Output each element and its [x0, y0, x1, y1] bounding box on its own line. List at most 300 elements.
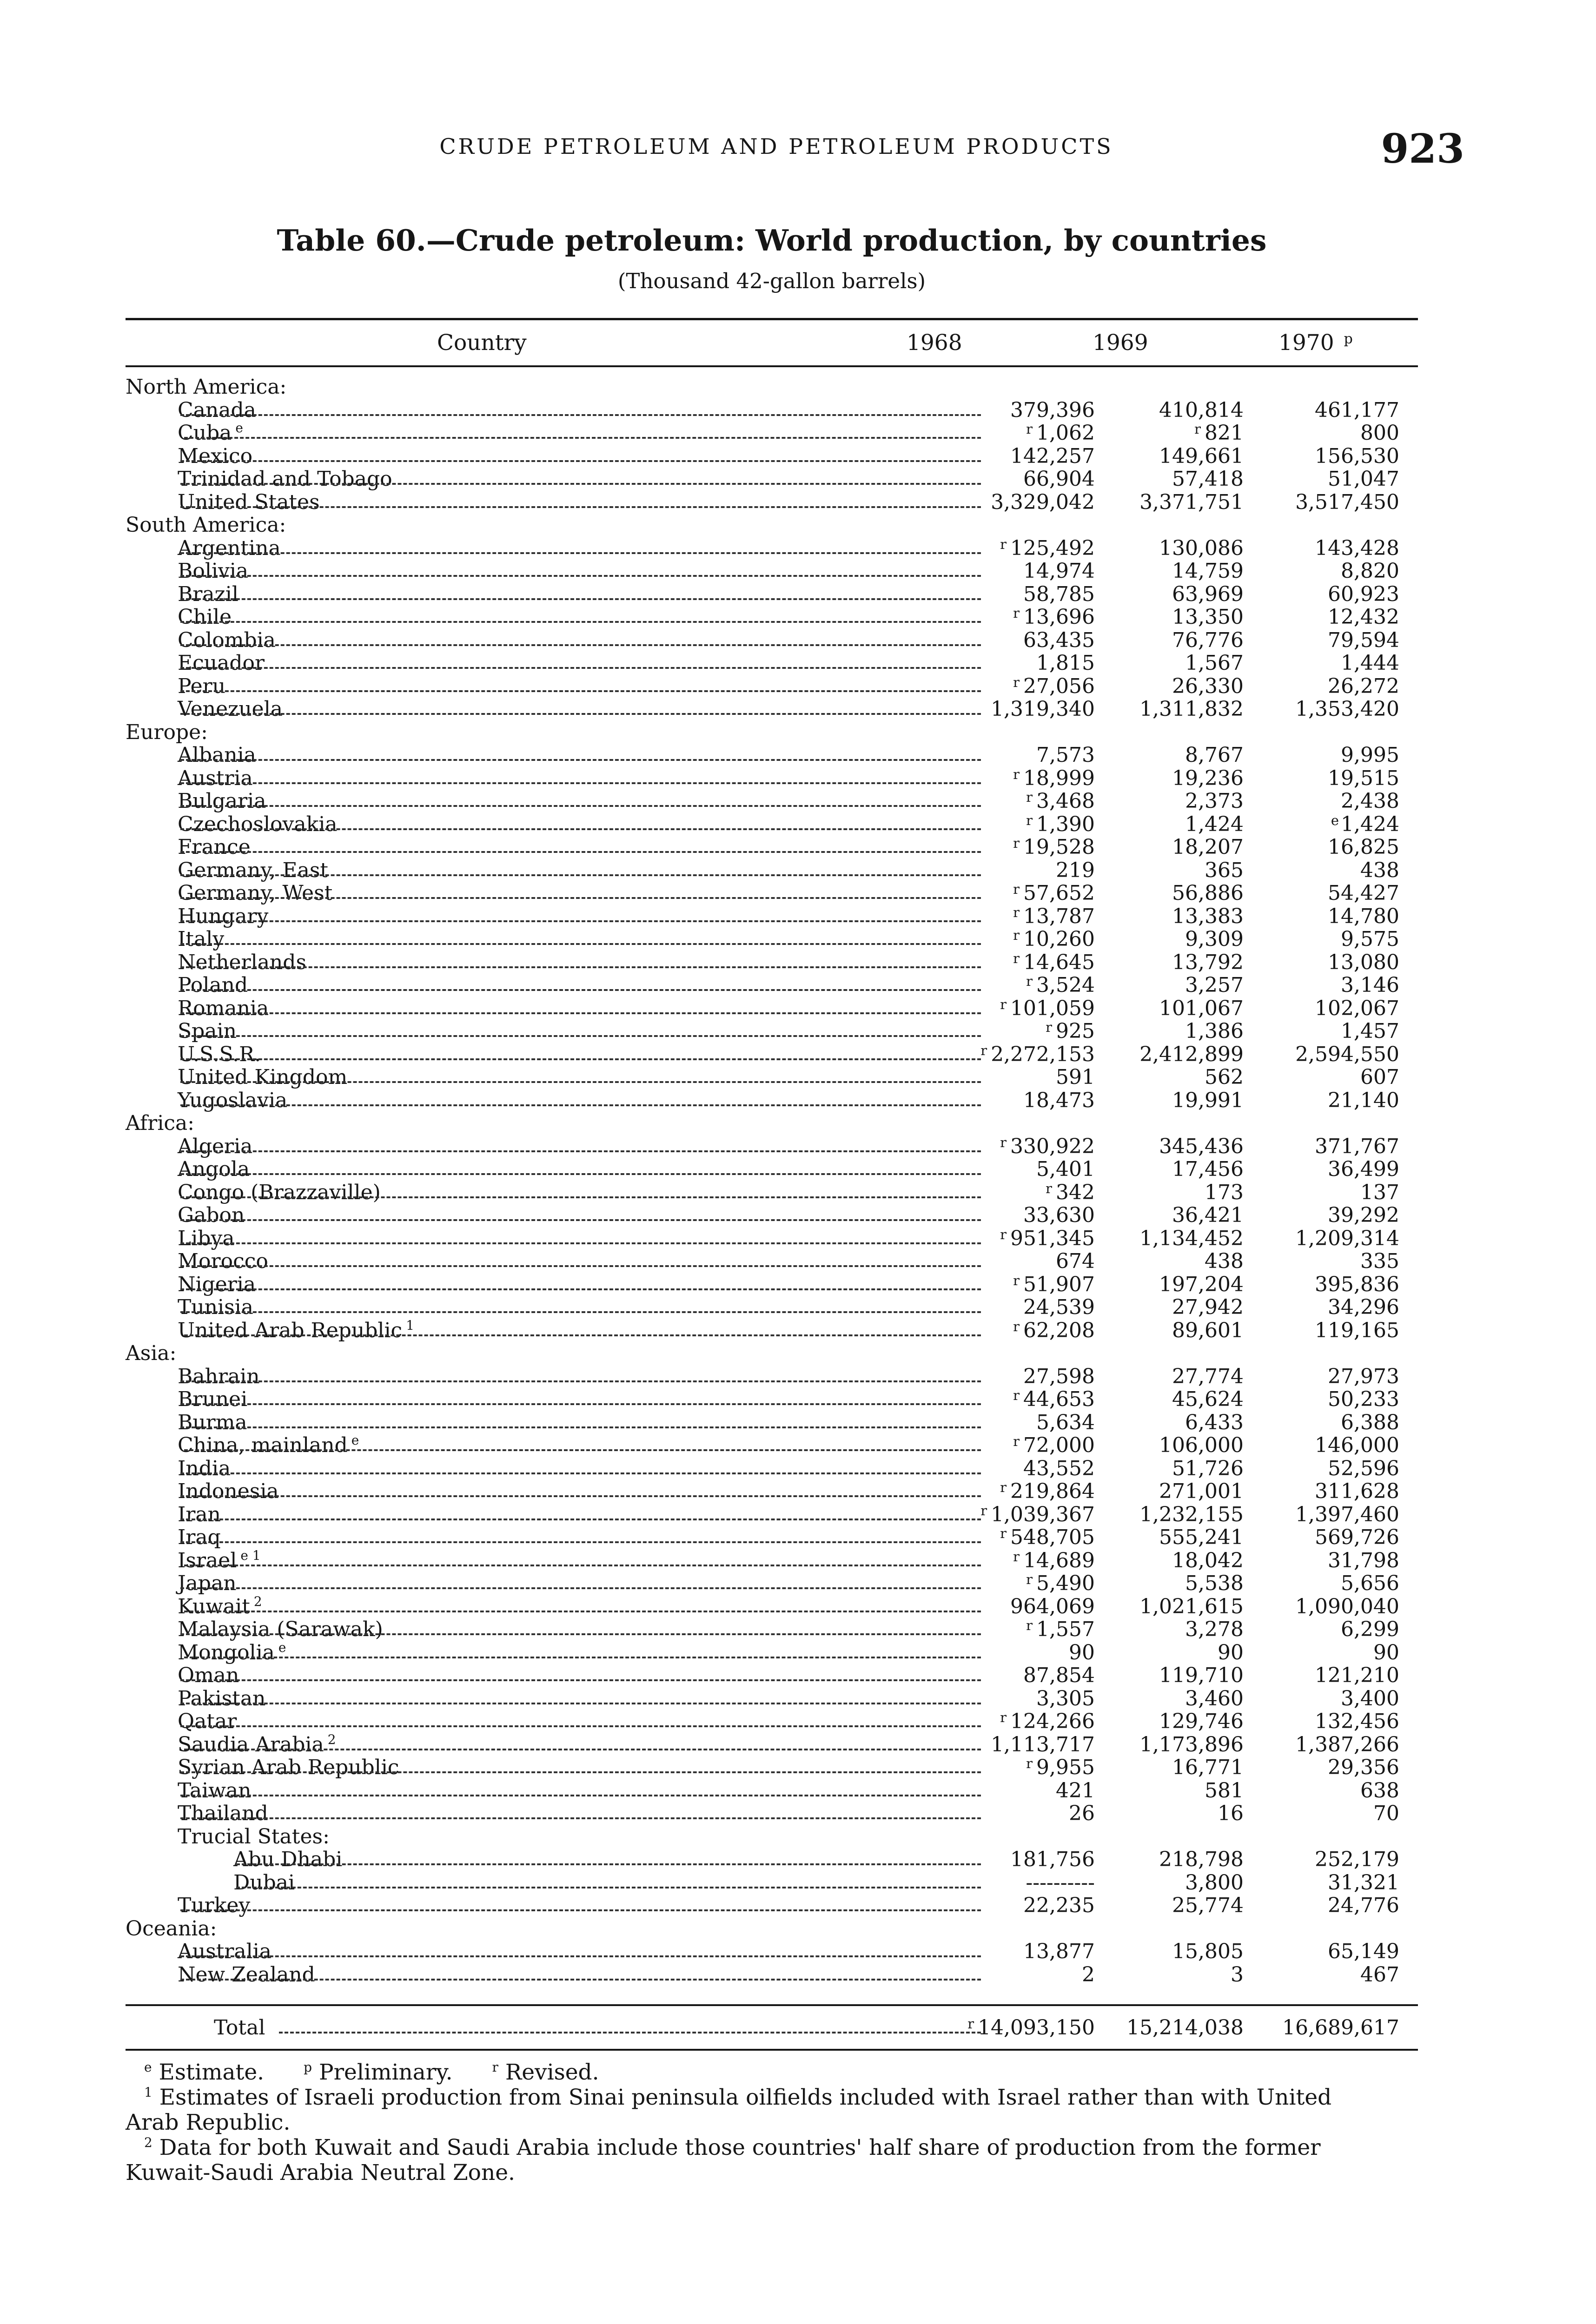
value-1969: [1194, 422, 1244, 447]
label-text: Kuwait: [178, 1594, 250, 1618]
value-1968: [1023, 1089, 1095, 1112]
value-text: 66,904: [1023, 467, 1095, 491]
country-name: [178, 1227, 235, 1250]
revised-mark: r: [1013, 835, 1020, 851]
value-1970: [1328, 1158, 1399, 1181]
value-1968: [1023, 1204, 1095, 1227]
value-1969: [1172, 560, 1244, 583]
footnote-ref: 2: [253, 1593, 262, 1609]
value-1969: [1139, 1043, 1244, 1066]
value-text: 3,278: [1185, 1618, 1244, 1641]
value-1968: [1013, 606, 1095, 631]
value-text: 581: [1205, 1778, 1244, 1802]
value-1969: [1172, 1388, 1244, 1411]
value-1969: [1159, 997, 1244, 1020]
label-text: Romania: [178, 996, 269, 1020]
value-1969: [1185, 1687, 1244, 1710]
value-text: 5,538: [1185, 1571, 1244, 1595]
value-1970: [1315, 537, 1399, 560]
dot-leader: [180, 1703, 981, 1704]
country-name: [178, 1089, 287, 1112]
value-text: 821: [1205, 421, 1244, 445]
value-1970: [1328, 1365, 1399, 1388]
label-text: South America:: [126, 513, 286, 537]
revised-mark: r: [1026, 789, 1033, 805]
value-1969: [1172, 951, 1244, 974]
country-name: [178, 1250, 268, 1273]
value-text: 143,428: [1315, 536, 1399, 560]
dot-leader: [180, 1817, 981, 1819]
value-text: 9,955: [1036, 1756, 1095, 1779]
footnote-ref: 1: [406, 1317, 415, 1333]
value-text: 90: [1218, 1640, 1244, 1664]
value-text: 1,387,266: [1295, 1732, 1399, 1756]
table-row: [126, 1549, 1418, 1572]
value-text: 951,345: [1010, 1226, 1095, 1250]
revised-mark: r: [1026, 1756, 1033, 1771]
value-text: 119,710: [1159, 1664, 1244, 1687]
label-text: Japan: [178, 1571, 237, 1595]
dot-leader: [180, 1519, 981, 1520]
country-name: [178, 675, 225, 698]
value-1968: [1023, 1940, 1095, 1963]
value-1970: [1341, 974, 1399, 997]
country-name: [178, 491, 320, 514]
value-1970: [1315, 1848, 1399, 1871]
value-1968: [1010, 399, 1095, 422]
table-row: [126, 1273, 1418, 1296]
country-name: [178, 422, 243, 445]
country-name: [178, 1135, 252, 1158]
value-text: 395,836: [1315, 1272, 1399, 1296]
value-text: 1,134,452: [1139, 1226, 1244, 1250]
value-1970: [1328, 583, 1399, 606]
value-1968: [1000, 1480, 1095, 1505]
value-text: 19,515: [1328, 766, 1399, 790]
footnote-1: [126, 2085, 1418, 2110]
value-1969: [1139, 1595, 1244, 1618]
value-text: 1,424: [1185, 812, 1244, 836]
value-1968: [1000, 997, 1095, 1023]
value-text: 14,759: [1172, 559, 1244, 583]
total-label: Total: [214, 2016, 265, 2040]
label-text: Albania: [178, 743, 256, 767]
value-1969: [1172, 583, 1244, 606]
value-1969: [1205, 1779, 1244, 1802]
table-row: [126, 1020, 1418, 1043]
value-1968: [1023, 1457, 1095, 1480]
value-text: 5,634: [1036, 1410, 1095, 1434]
value-text: 173: [1205, 1180, 1244, 1204]
value-1969: [1185, 928, 1244, 951]
value-text: 3,371,751: [1139, 490, 1244, 514]
country-name: [178, 468, 392, 491]
value-1970: [1328, 1756, 1399, 1779]
value-text: 65,149: [1328, 1940, 1399, 1963]
value-1970: [1360, 1779, 1399, 1802]
value-1968: [1069, 1802, 1095, 1825]
value-text: 18,207: [1172, 835, 1244, 859]
value-text: 13,080: [1328, 950, 1399, 974]
value-text: 72,000: [1023, 1433, 1095, 1457]
value-1969: [1172, 606, 1244, 629]
value-text: 562: [1205, 1065, 1244, 1089]
country-name: [178, 1066, 347, 1089]
value-1968: [991, 1733, 1095, 1756]
value-1970: [1331, 813, 1399, 838]
estimate-mark: e: [1331, 812, 1339, 828]
country-name: [178, 1043, 261, 1066]
value-1968: [1036, 744, 1095, 767]
value-text: 421: [1056, 1778, 1095, 1802]
value-1970: [1315, 445, 1399, 468]
country-name: [178, 1273, 256, 1296]
section-heading: [126, 514, 1418, 537]
dot-leader: [180, 506, 981, 508]
value-1968: [1000, 1710, 1095, 1736]
value-1969: [1172, 882, 1244, 905]
value-text: 1,386: [1185, 1019, 1244, 1043]
country-name: [178, 629, 276, 652]
value-1969: [1205, 859, 1244, 882]
dot-leader: [180, 575, 981, 577]
dot-leader: [180, 1196, 981, 1198]
revised-mark: r: [1026, 1571, 1033, 1587]
table-row: [126, 1365, 1418, 1388]
value-1969: [1159, 537, 1244, 560]
value-1970: [1328, 629, 1399, 652]
label-text: Canada: [178, 398, 256, 422]
value-1969: [1205, 1066, 1244, 1089]
value-text: 45,624: [1172, 1387, 1244, 1411]
label-text: Cuba: [178, 421, 232, 445]
revised-mark: r: [980, 1042, 987, 1058]
value-text: 27,774: [1172, 1364, 1244, 1388]
label-text: Angola: [178, 1157, 250, 1181]
value-1968: [1026, 422, 1095, 447]
footnote-2: [126, 2135, 1418, 2160]
value-text: 9,995: [1341, 743, 1399, 767]
label-text: Bahrain: [178, 1364, 260, 1388]
value-text: 5,490: [1036, 1571, 1095, 1595]
value-text: 3,517,450: [1295, 490, 1399, 514]
revised-mark: r: [1013, 766, 1020, 782]
value-text: 342: [1056, 1180, 1095, 1204]
value-text: 3,305: [1036, 1686, 1095, 1710]
value-1968: [1056, 1066, 1095, 1089]
dot-leader: [180, 920, 981, 922]
value-text: 964,069: [1010, 1594, 1095, 1618]
value-text: 36,499: [1328, 1157, 1399, 1181]
footnote-legend-mark: e: [144, 2060, 152, 2075]
label-text: Asia:: [126, 1341, 177, 1365]
label-text: Africa:: [126, 1111, 195, 1135]
value-1970: [1341, 744, 1399, 767]
value-1969: [1172, 1319, 1244, 1342]
country-name: [178, 399, 256, 422]
country-name: [178, 1434, 359, 1457]
table-row: [126, 1043, 1418, 1066]
label-text: Venezuela: [178, 697, 283, 721]
value-text: 24,776: [1328, 1894, 1399, 1917]
label-text: Germany, East: [178, 858, 329, 882]
revised-mark: r: [1000, 1710, 1007, 1725]
table-row: [126, 1089, 1418, 1112]
dot-leader: [180, 943, 981, 945]
value-text: 3,400: [1341, 1686, 1399, 1710]
value-text: 76,776: [1172, 628, 1244, 652]
value-1970: [1315, 997, 1399, 1020]
dot-leader: [180, 1979, 981, 1981]
revised-mark: r: [1000, 1226, 1007, 1242]
label-text: Peru: [178, 674, 226, 698]
value-1970: [1341, 1618, 1399, 1641]
value-1969: [1159, 1664, 1244, 1687]
label-text: Bolivia: [178, 559, 249, 583]
country-name: [178, 790, 266, 813]
value-text: 3,257: [1185, 973, 1244, 997]
value-text: 19,528: [1023, 835, 1095, 859]
label-text: Netherlands: [178, 950, 307, 974]
label-text: Mexico: [178, 444, 253, 468]
value-1968: [1013, 1388, 1095, 1413]
dot-leader: [180, 1955, 981, 1957]
table-row: [126, 1457, 1418, 1480]
revised-mark: r: [1194, 421, 1201, 437]
value-1970: [1360, 1181, 1399, 1204]
value-text: 106,000: [1159, 1433, 1244, 1457]
value-1969: [1159, 1434, 1244, 1457]
value-1970: [1328, 1388, 1399, 1411]
label-text: Chile: [178, 605, 232, 629]
total-row: [126, 2016, 1418, 2040]
label-text: Nigeria: [178, 1272, 256, 1296]
country-name: [178, 1664, 239, 1687]
dot-leader: [180, 644, 981, 646]
footnote-1-continued: Arab Republic.: [126, 2110, 291, 2135]
value-1968: [1036, 652, 1095, 675]
value-text: 1,039,367: [991, 1502, 1095, 1526]
country-name: [178, 1825, 330, 1849]
value-text: 3,329,042: [991, 490, 1095, 514]
value-1970: [1295, 1595, 1399, 1618]
dot-leader: [180, 851, 981, 853]
label-text: France: [178, 835, 251, 859]
table-row: [126, 1572, 1418, 1595]
dot-leader: [180, 989, 981, 991]
value-1968: [1010, 1595, 1095, 1618]
label-text: Bulgaria: [178, 789, 266, 813]
value-1970: [1295, 1733, 1399, 1756]
label-text: Thailand: [178, 1802, 268, 1825]
value-text: 548,705: [1010, 1525, 1095, 1549]
value-text: 1,557: [1036, 1618, 1095, 1641]
value-1970: [1315, 1664, 1399, 1687]
value-text: 63,435: [1023, 628, 1095, 652]
value-text: 18,042: [1172, 1548, 1244, 1572]
value-text: 438: [1360, 858, 1399, 882]
value-1969: [1172, 675, 1244, 698]
value-text: 5,656: [1341, 1571, 1399, 1595]
value-text: 14,974: [1023, 559, 1095, 583]
value-1970: [1341, 652, 1399, 675]
value-1969: [1139, 1503, 1244, 1526]
label-text: Iran: [178, 1502, 221, 1526]
table-row: [126, 491, 1418, 514]
table-row: [126, 1434, 1418, 1457]
label-text: Germany, West: [178, 881, 333, 905]
value-text: 39,292: [1328, 1203, 1399, 1227]
value-text: 467: [1360, 1962, 1399, 1987]
value-text: 379,396: [1010, 398, 1095, 422]
dot-leader: [180, 966, 981, 968]
dot-leader: [180, 1426, 981, 1428]
label-text: Abu Dhabi: [233, 1848, 343, 1871]
value-text: 119,165: [1315, 1318, 1399, 1342]
value-text: 252,179: [1315, 1848, 1399, 1871]
value-1968: [1013, 675, 1095, 700]
value-text: 1,173,896: [1139, 1732, 1244, 1756]
table-row: [126, 1181, 1418, 1204]
value-1969: [1139, 698, 1244, 721]
table-row: [126, 1871, 1418, 1895]
value-text: 18,999: [1023, 766, 1095, 790]
value-text: 197,204: [1159, 1272, 1244, 1296]
country-name: [178, 1756, 399, 1779]
value-1968: [1023, 1296, 1095, 1319]
table-row: [126, 629, 1418, 652]
value-1969: [1159, 1710, 1244, 1733]
revised-mark: r: [1013, 1272, 1020, 1288]
value-1969: [1159, 445, 1244, 468]
table-row: [126, 1388, 1418, 1411]
country-name: [178, 1641, 286, 1664]
value-text: 26: [1069, 1802, 1095, 1825]
label-text: Iraq: [178, 1525, 221, 1549]
value-1970: [1295, 698, 1399, 721]
value-text: 16: [1218, 1802, 1244, 1825]
value-text: 130,086: [1159, 536, 1244, 560]
revised-mark: r: [1013, 881, 1020, 897]
section-label: [126, 1112, 194, 1135]
value-text: 365: [1205, 858, 1244, 882]
label-text: North America:: [126, 375, 287, 399]
footnote-2-text: Data for both Kuwait and Saudi Arabia include those countries' half share of production from the former: [159, 2135, 1321, 2160]
label-text: Ecuador: [178, 651, 265, 675]
dot-leader: [184, 1334, 981, 1336]
dot-leader: [180, 1771, 981, 1773]
footnote-legend-text: Preliminary.: [318, 2060, 453, 2085]
value-text: 14,093,150: [978, 2016, 1095, 2040]
value-1970: [1328, 1457, 1399, 1480]
dot-leader: [180, 1587, 981, 1589]
revised-mark: r: [1013, 1548, 1020, 1565]
table-row: [126, 1641, 1418, 1664]
value-text: 101,067: [1159, 996, 1244, 1020]
value-text: 6,433: [1185, 1410, 1244, 1434]
value-text: 3,460: [1185, 1686, 1244, 1710]
label-text: Austria: [178, 766, 253, 790]
value-1970: [1315, 1480, 1399, 1503]
label-text: Gabon: [178, 1203, 245, 1227]
value-text: 2,594,550: [1295, 1042, 1399, 1066]
value-text: 26,330: [1172, 674, 1244, 698]
footnote-1-text: Estimates of Israeli production from Sinai peninsula oilfields included with Israel rather than with United: [159, 2085, 1332, 2110]
dot-leader: [180, 1081, 981, 1083]
value-text: 3,524: [1036, 973, 1095, 997]
value-1968: [1013, 836, 1095, 861]
column-header-1968: 1968: [907, 330, 962, 356]
section-heading: [126, 376, 1418, 399]
label-text: Oman: [178, 1664, 239, 1687]
label-text: Syrian Arab Republic: [178, 1756, 399, 1779]
value-1968: [1026, 813, 1095, 838]
value-text: 22,235: [1023, 1894, 1095, 1917]
dot-leader: [180, 690, 981, 692]
value-text: 43,552: [1023, 1456, 1095, 1480]
value-text: 54,427: [1328, 881, 1399, 905]
dot-leader: [180, 1633, 981, 1635]
table-row: [126, 951, 1418, 974]
table-row: [126, 560, 1418, 583]
table-row: [126, 905, 1418, 928]
value-1968: [1000, 1227, 1095, 1253]
column-header-1969: 1969: [1093, 330, 1148, 356]
section-heading: [126, 1112, 1418, 1135]
dot-leader: [180, 1035, 981, 1037]
revised-mark: r: [1046, 1180, 1053, 1196]
table-row: [126, 1526, 1418, 1549]
value-1969: [1139, 1733, 1244, 1756]
country-name: [178, 1687, 265, 1710]
table-row: [126, 974, 1418, 997]
table-row: [126, 882, 1418, 905]
value-text: 219: [1056, 858, 1095, 882]
table-row: [126, 1848, 1418, 1871]
value-1970: [1328, 951, 1399, 974]
dot-leader: [236, 1863, 981, 1865]
value-text: 102,067: [1315, 996, 1399, 1020]
value-text: 26,272: [1328, 674, 1399, 698]
value-text: 1,397,460: [1295, 1502, 1399, 1526]
value-text: 19,991: [1172, 1088, 1244, 1112]
value-text: 438: [1205, 1249, 1244, 1273]
section-heading: [126, 1917, 1418, 1941]
revised-mark: r: [1000, 1479, 1007, 1495]
section-label: [126, 1342, 176, 1365]
value-text: 60,923: [1328, 582, 1399, 606]
value-1968: [1010, 445, 1095, 468]
value-text: 335: [1360, 1249, 1399, 1273]
table-row: [126, 1411, 1418, 1434]
table-row: [126, 1250, 1418, 1273]
country-name: [178, 813, 338, 836]
value-text: 800: [1360, 421, 1399, 445]
country-name: [178, 1158, 250, 1181]
running-head: CRUDE PETROLEUM AND PETROLEUM PRODUCTS: [439, 134, 1113, 159]
value-text: 14,645: [1023, 950, 1095, 974]
country-name: [178, 836, 251, 859]
value-1968: [1026, 790, 1095, 815]
value-text: 2,373: [1185, 789, 1244, 813]
value-text: 33,630: [1023, 1203, 1095, 1227]
country-name: [178, 1710, 237, 1733]
table-row: [126, 1618, 1418, 1641]
value-text: 607: [1360, 1065, 1399, 1089]
table-row: [126, 1940, 1418, 1963]
value-1968: [1013, 767, 1095, 792]
dot-leader: [180, 1380, 981, 1382]
